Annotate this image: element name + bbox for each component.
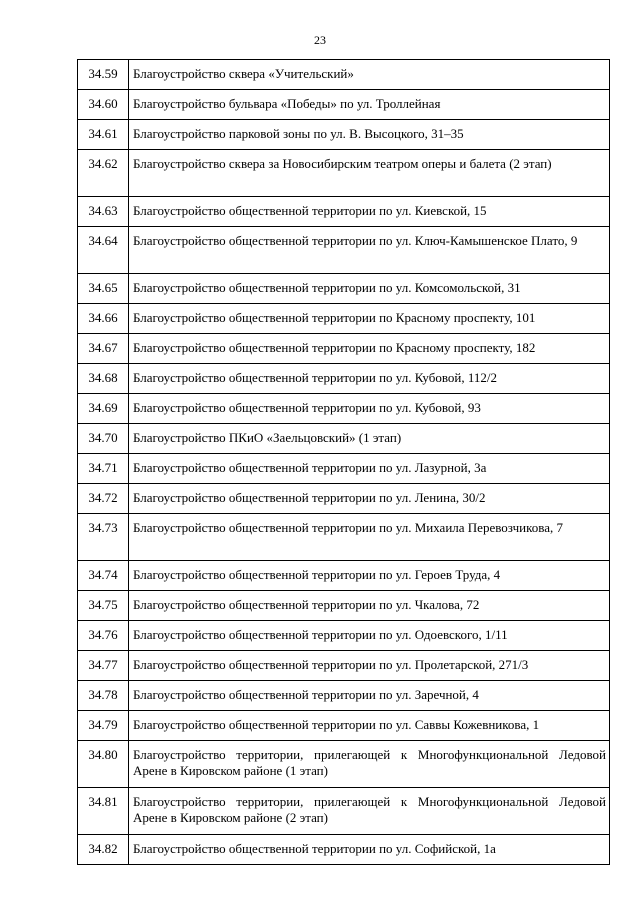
table-row	[78, 150, 610, 197]
row-number: 34.81	[78, 788, 129, 835]
row-number: 34.77	[78, 651, 129, 681]
row-number: 34.67	[78, 334, 129, 364]
row-number: 34.68	[78, 364, 129, 394]
page-number: 23	[314, 33, 326, 47]
row-number: 34.64	[78, 227, 129, 274]
row-number: 34.65	[78, 274, 129, 304]
row-text: Благоустройство общественной территории по ул. Кубовой, 93	[129, 394, 610, 424]
table-row	[78, 90, 610, 120]
table-row	[78, 304, 610, 334]
table-row	[78, 274, 610, 304]
row-number: 34.79	[78, 711, 129, 741]
row-text: Благоустройство общественной территории по ул. Комсомольской, 31	[129, 274, 610, 304]
row-text: Благоустройство сквера за Новосибирским театром оперы и балета (2 этап)	[129, 150, 610, 197]
table-row	[78, 197, 610, 227]
table-row	[78, 591, 610, 621]
table-row	[78, 120, 610, 150]
row-text: Благоустройство общественной территории по ул. Пролетарской, 271/3	[129, 651, 610, 681]
row-number: 34.74	[78, 561, 129, 591]
row-text: Благоустройство ПКиО «Заельцовский» (1 этап)	[129, 424, 610, 454]
table-row	[78, 621, 610, 651]
row-number: 34.80	[78, 741, 129, 788]
row-number: 34.71	[78, 454, 129, 484]
table-row	[78, 561, 610, 591]
row-number: 34.69	[78, 394, 129, 424]
row-text: Благоустройство общественной территории по ул. Заречной, 4	[129, 681, 610, 711]
row-number: 34.73	[78, 514, 129, 561]
row-number: 34.75	[78, 591, 129, 621]
row-number: 34.61	[78, 120, 129, 150]
row-number: 34.78	[78, 681, 129, 711]
table-row	[78, 835, 610, 865]
row-text: Благоустройство сквера «Учительский»	[129, 60, 610, 90]
table-row	[78, 334, 610, 364]
row-number: 34.72	[78, 484, 129, 514]
row-text: Благоустройство общественной территории по ул. Кубовой, 112/2	[129, 364, 610, 394]
table-row	[78, 514, 610, 561]
table-row	[78, 394, 610, 424]
table-row	[78, 711, 610, 741]
table-row	[78, 364, 610, 394]
row-text: Благоустройство общественной территории по ул. Михаила Перевозчикова, 7	[129, 514, 610, 561]
table-row	[78, 788, 610, 835]
row-number: 34.76	[78, 621, 129, 651]
row-text: Благоустройство территории, прилегающей к Многофункциональной Ледовой Арене в Кировском районе (1 этап)	[129, 741, 610, 788]
row-text: Благоустройство общественной территории по Красному проспекту, 101	[129, 304, 610, 334]
table-row	[78, 741, 610, 788]
row-text: Благоустройство общественной территории по ул. Чкалова, 72	[129, 591, 610, 621]
table-row	[78, 651, 610, 681]
row-number: 34.59	[78, 60, 129, 90]
row-number: 34.63	[78, 197, 129, 227]
row-text: Благоустройство общественной территории по ул. Одоевского, 1/11	[129, 621, 610, 651]
row-text: Благоустройство бульвара «Победы» по ул. Троллейная	[129, 90, 610, 120]
row-text: Благоустройство общественной территории по ул. Ленина, 30/2	[129, 484, 610, 514]
row-text: Благоустройство общественной территории по ул. Героев Труда, 4	[129, 561, 610, 591]
row-number: 34.62	[78, 150, 129, 197]
row-text: Благоустройство территории, прилегающей к Многофункциональной Ледовой Арене в Кировском районе (2 этап)	[129, 788, 610, 835]
row-number: 34.66	[78, 304, 129, 334]
row-text: Благоустройство парковой зоны по ул. В. Высоцкого, 31–35	[129, 120, 610, 150]
row-text: Благоустройство общественной территории по ул. Ключ-Камышенское Плато, 9	[129, 227, 610, 274]
table-row	[78, 424, 610, 454]
row-text: Благоустройство общественной территории по ул. Лазурной, 3а	[129, 454, 610, 484]
row-number: 34.60	[78, 90, 129, 120]
table-row	[78, 681, 610, 711]
row-number: 34.70	[78, 424, 129, 454]
table-row	[78, 484, 610, 514]
row-text: Благоустройство общественной территории по ул. Софийской, 1а	[129, 835, 610, 865]
table-row	[78, 227, 610, 274]
row-text: Благоустройство общественной территории по ул. Саввы Кожевникова, 1	[129, 711, 610, 741]
table-row	[78, 60, 610, 90]
table-row	[78, 454, 610, 484]
row-number: 34.82	[78, 835, 129, 865]
row-text: Благоустройство общественной территории по ул. Киевской, 15	[129, 197, 610, 227]
row-text: Благоустройство общественной территории по Красному проспекту, 182	[129, 334, 610, 364]
document-table	[77, 59, 610, 865]
